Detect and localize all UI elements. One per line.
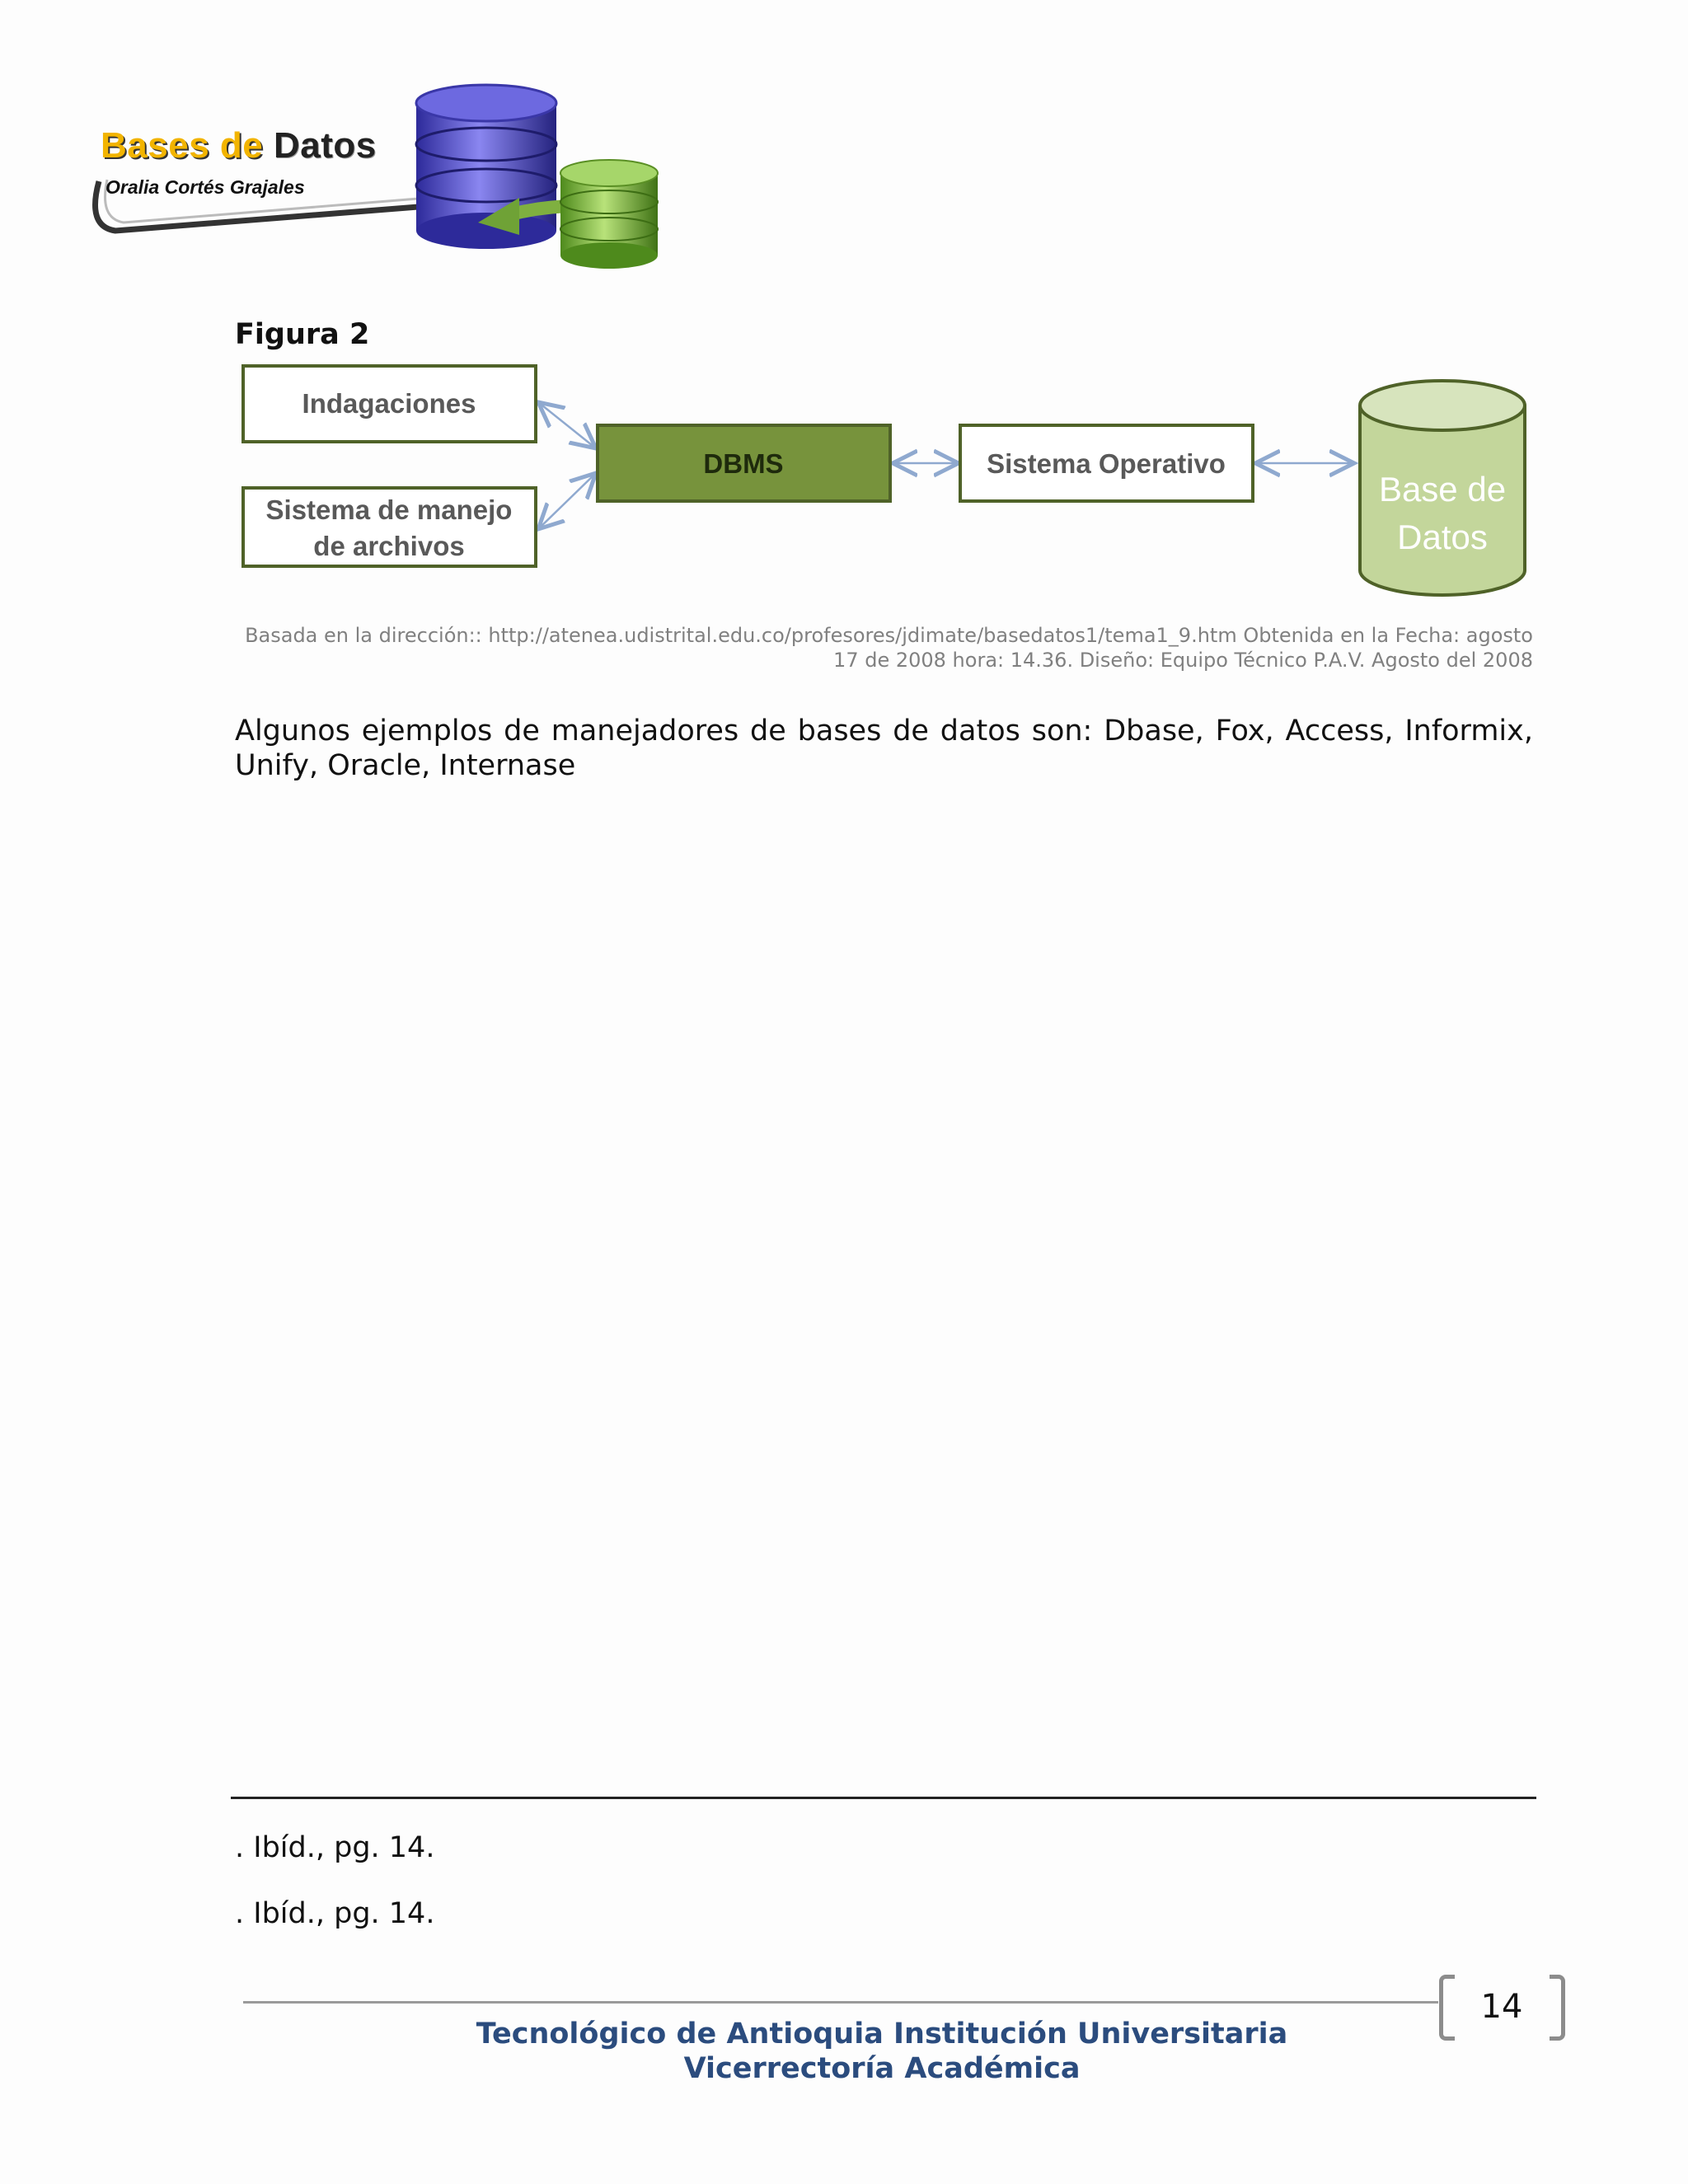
figure-caption-line1: Basada en la dirección:: http://atenea.udistrital.edu.co/profesores/jdimate/basedatos1/tema1_9.htm Obtenida en la Fecha: agosto [245,624,1533,647]
connector-indagaciones-dbms [538,402,596,448]
page-number-bracket-right [1550,1975,1565,2041]
node-indagaciones [243,366,536,442]
logo-author: Oralia Cortés Grajales [106,176,305,198]
node-sistema-archivos-line2: de archivos [313,531,465,561]
footer-institution: Tecnológico de Antioquia Institución Universitaria [476,2018,1288,2050]
footnote-1: . Ibíd., pg. 14. [235,1831,435,1864]
node-base-de-datos-line1: Base de [1378,470,1507,509]
body-paragraph: Algunos ejemplos de manejadores de bases de datos son: Dbase, Fox, Access, Informix, Unify, Oracle, Internase [235,715,1533,782]
logo-title-part1: Bases de [101,125,264,166]
node-base-de-datos-line2: Datos [1397,518,1488,556]
node-indagaciones-label: Indagaciones [302,388,476,419]
dbms-diagram [235,356,1537,620]
footer-department: Vicerrectoría Académica [683,2052,1081,2085]
page-number: 14 [1480,1988,1523,2026]
node-sistema-archivos [243,488,536,566]
logo-title [101,125,377,166]
node-sistema-operativo-label: Sistema Operativo [987,448,1226,479]
logo-title-part2: Datos [273,125,377,166]
node-sistema-operativo [960,425,1253,501]
node-sistema-archivos-line1: Sistema de manejo [265,494,513,525]
figure-caption-line2: 17 de 2008 hora: 14.36. Diseño: Equipo Técnico P.A.V. Agosto del 2008 [833,649,1533,672]
node-base-de-datos [1360,381,1525,595]
footnote-divider [231,1797,1536,1799]
node-dbms-label: DBMS [703,448,784,479]
connector-archivos-dbms [538,473,596,529]
figure-label: Figura 2 [235,318,370,351]
node-dbms [598,425,890,501]
footnote-2: . Ibíd., pg. 14. [235,1897,435,1930]
footer-divider [243,2001,1438,2004]
figure-caption [235,623,1533,673]
